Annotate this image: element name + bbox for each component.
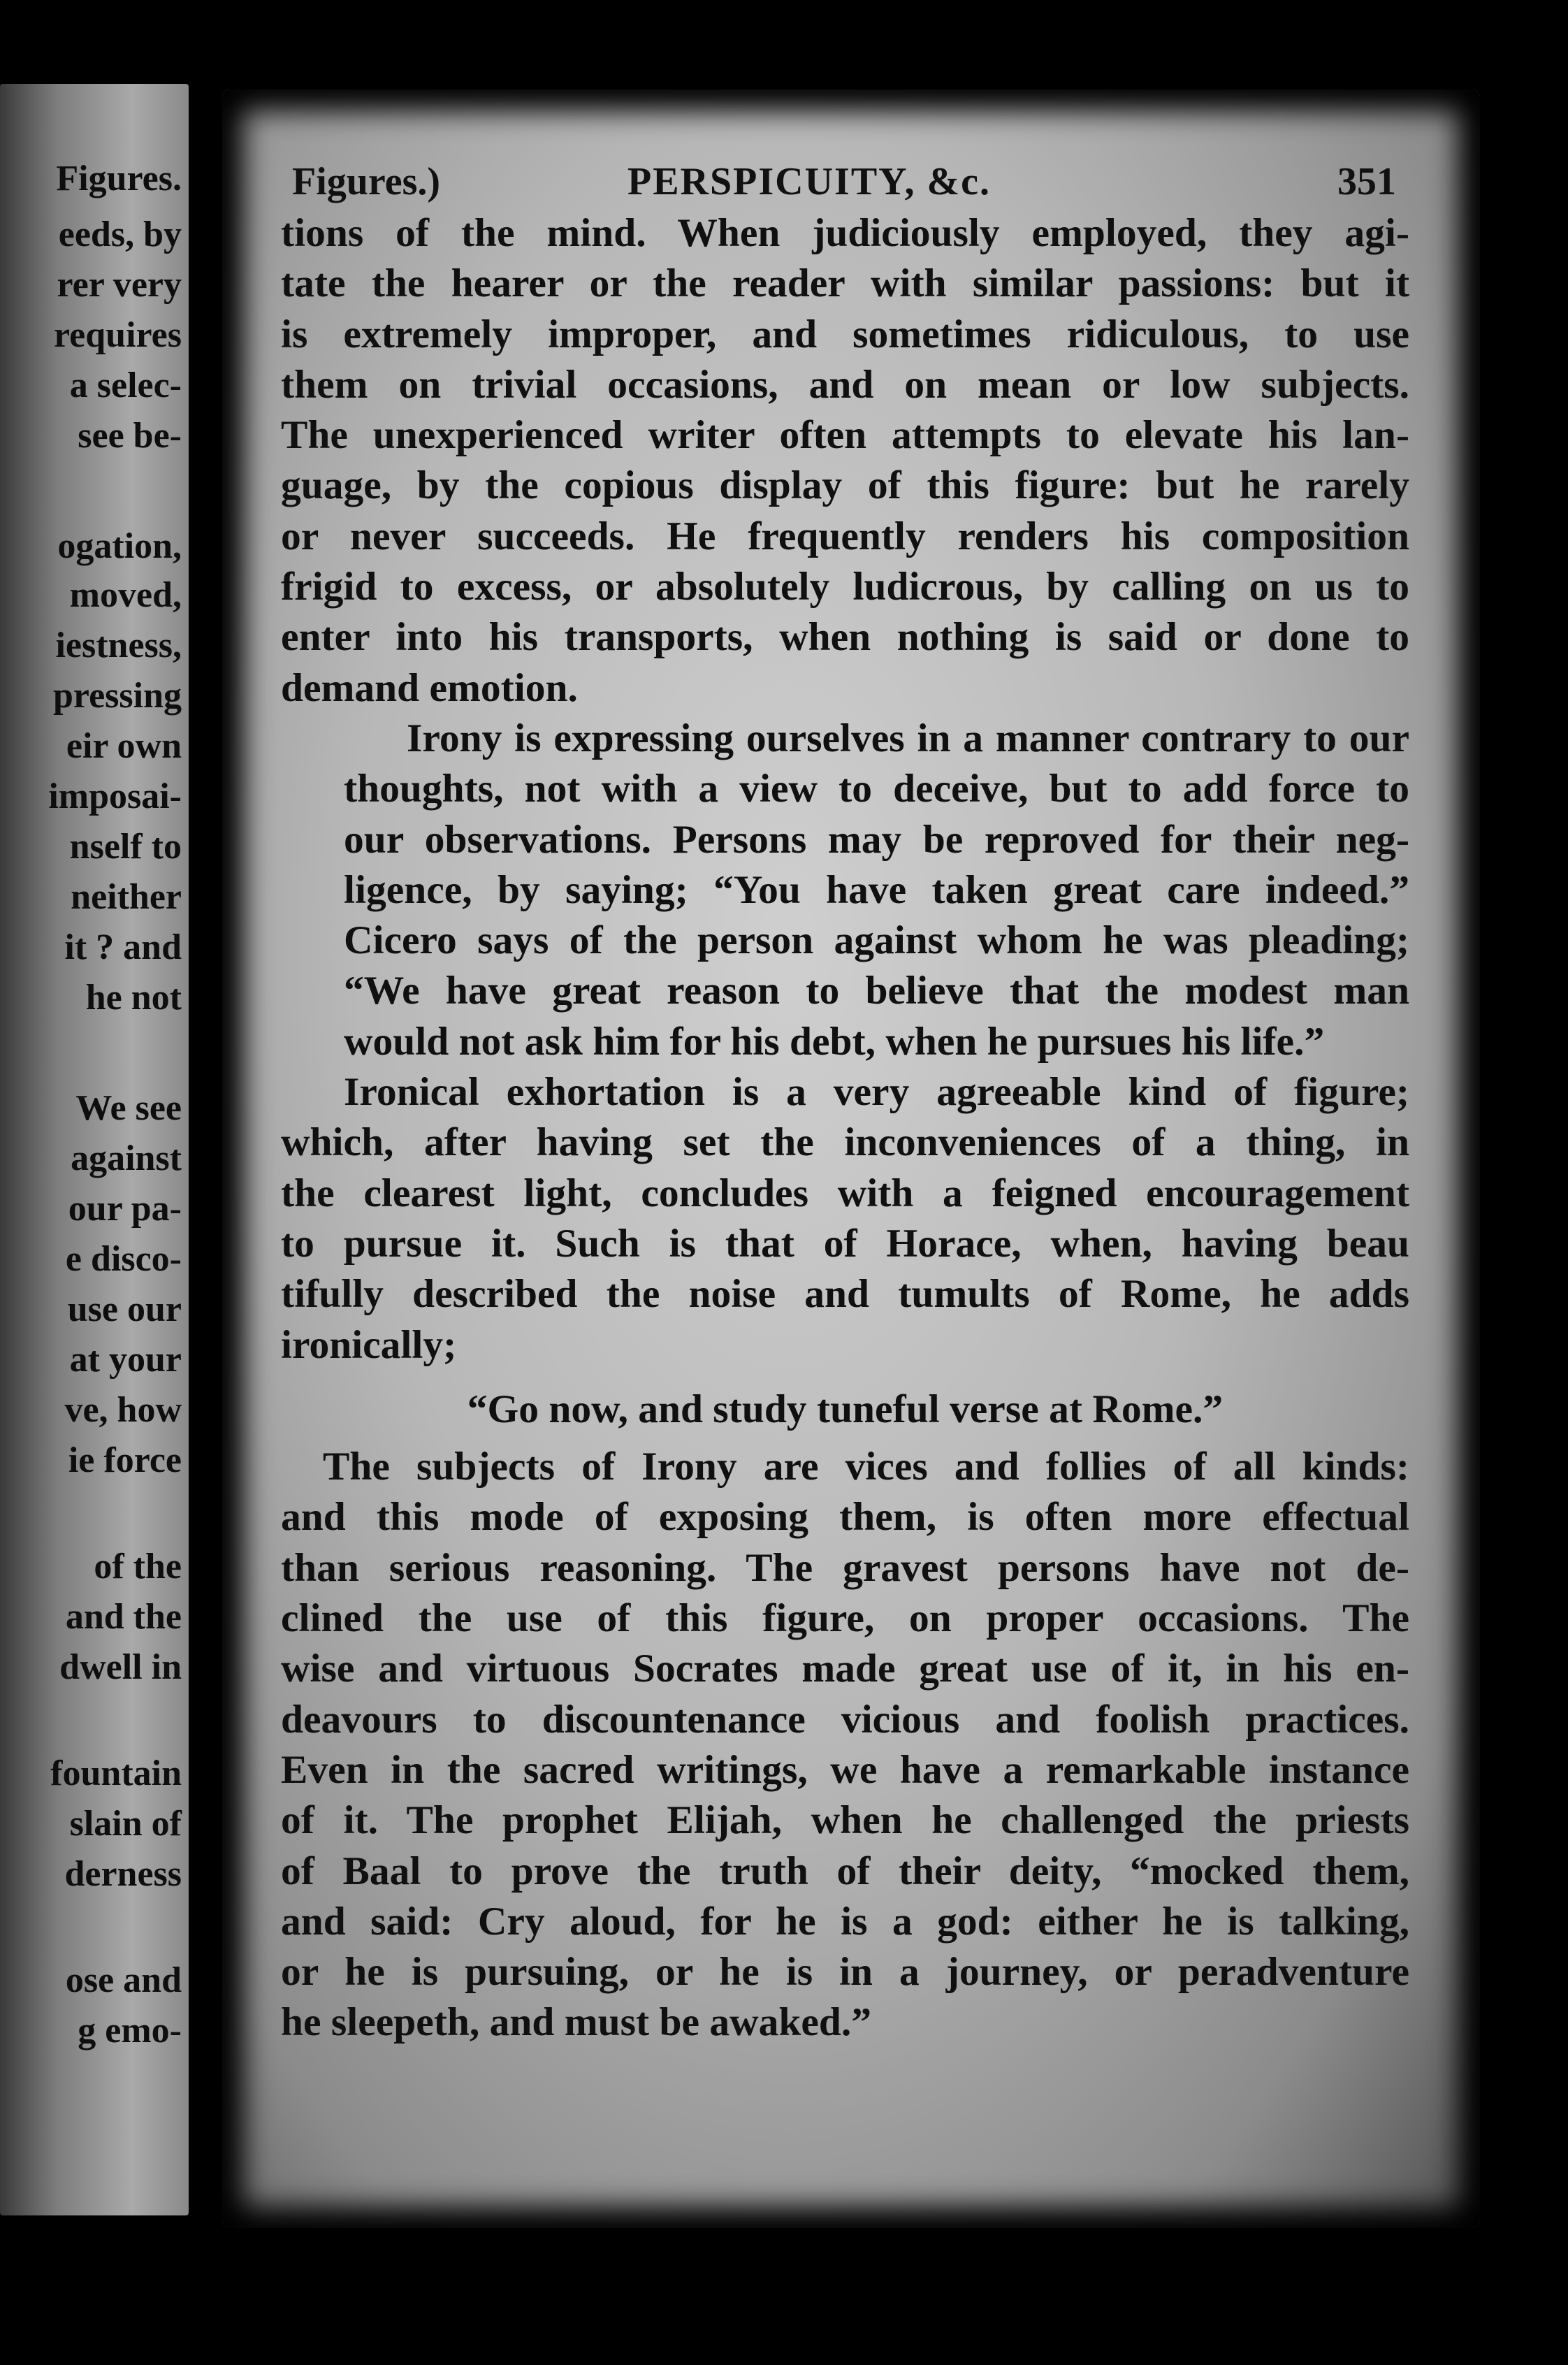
text-line: Cicero says of the person against whom he was pleading; <box>344 918 1409 963</box>
left-page-text: ie force <box>68 1440 182 1480</box>
text-line: our observations. Persons may be reproved for their neg- <box>344 817 1409 862</box>
left-page-text: it ? and <box>64 927 182 967</box>
left-page-text: eir own <box>66 726 182 766</box>
text-line: which, after having set the inconveniences of a thing, in <box>281 1120 1409 1165</box>
text-line: demand emotion. <box>281 665 578 710</box>
left-page-text: slain of <box>69 1804 182 1844</box>
left-page-text: pressing <box>53 676 182 716</box>
text-line: wise and virtuous Socrates made great use of it, in his en- <box>281 1647 1409 1691</box>
text-line: is extremely improper, and sometimes ridiculous, to use <box>281 312 1409 356</box>
left-page-text: ve, how <box>64 1390 182 1430</box>
page-body <box>281 208 1409 2048</box>
text-line: guage, by the copious display of this figure: but he rarely <box>281 463 1409 508</box>
left-page-text: requires <box>54 315 182 355</box>
left-page-text: g emo- <box>78 2011 182 2051</box>
left-page-text: of the <box>94 1547 182 1586</box>
text-line: or he is pursuing, or he is in a journey, or peradventure <box>281 1950 1409 1995</box>
left-page-text: ose and <box>65 1960 182 2000</box>
text-line: thoughts, not with a view to deceive, but to add force to <box>344 767 1409 811</box>
text-line: Irony is expressing ourselves in a manner contrary to our <box>407 716 1409 760</box>
running-header <box>292 159 1396 215</box>
paragraph <box>281 208 1409 714</box>
text-line: or never succeeds. He frequently renders his composition <box>281 514 1409 558</box>
left-page-text: nself to <box>69 827 182 867</box>
text-line: would not ask him for his debt, when he pursues his life.” <box>344 1019 1325 1064</box>
text-line: “We have great reason to believe that the modest man <box>344 969 1409 1013</box>
left-page-text: at your <box>69 1340 182 1380</box>
text-line: of Baal to prove the truth of their deity, “mocked them, <box>281 1849 1409 1893</box>
left-page-text: neither <box>71 877 182 917</box>
left-page-text: derness <box>64 1854 182 1894</box>
left-page-text: imposai- <box>48 776 182 816</box>
text-line: ligence, by saying; “You have taken great care indeed.” <box>344 867 1409 912</box>
text-line: and said: Cry aloud, for he is a god: either he is talking, <box>281 1899 1409 1944</box>
left-page-text: our pa- <box>68 1189 182 1229</box>
text-line: them on trivial occasions, and on mean or low subjects. <box>281 362 1409 407</box>
left-page-text: he not <box>85 978 182 1018</box>
text-line: and this mode of exposing them, is often more effectual <box>281 1495 1409 1540</box>
text-line: tions of the mind. When judiciously employed, they agi- <box>281 211 1409 255</box>
quotation <box>281 1370 1409 1442</box>
paragraph-irony <box>281 714 1409 1067</box>
text-line: Even in the sacred writings, we have a remarkable instance <box>281 1747 1409 1792</box>
left-page-text: and the <box>65 1597 182 1637</box>
page-number: 351 <box>1337 160 1396 203</box>
text-line: clined the use of this figure, on proper occasions. The <box>281 1596 1409 1641</box>
header-chapter-title: PERSPICUITY, &c. <box>627 160 991 203</box>
right-page <box>222 89 1480 2228</box>
left-page-text: a selec- <box>69 366 182 405</box>
left-page-text: Figures. <box>56 159 182 198</box>
text-line: than serious reasoning. The gravest persons have not de- <box>281 1545 1409 1590</box>
left-page-text: iestness, <box>55 625 182 665</box>
left-page-text: use our <box>67 1289 182 1329</box>
left-page-text: moved, <box>69 575 182 615</box>
left-page-text: e disco- <box>65 1239 182 1279</box>
left-page-text: dwell in <box>59 1647 182 1687</box>
text-line: ironically; <box>281 1322 457 1367</box>
header-section-title: Figures.) <box>292 160 441 203</box>
left-page-text: rer very <box>57 265 182 305</box>
text-line: of it. The prophet Elijah, when he challenged the priests <box>281 1798 1409 1843</box>
text-line: enter into his transports, when nothing is said or done to <box>281 615 1409 660</box>
left-page-text: eeds, by <box>58 215 182 254</box>
left-page-text: fountain <box>50 1753 182 1793</box>
text-line: Ironical exhortation is a very agreeable kind of figure; <box>344 1070 1409 1115</box>
paragraph-subjects-of-irony <box>281 1442 1409 2048</box>
text-line: deavours to discountenance vicious and foolish practices. <box>281 1697 1409 1742</box>
text-line: The unexperienced writer often attempts to elevate his lan- <box>281 413 1409 458</box>
text-line: frigid to excess, or absolutely ludicrous, by calling on us to <box>281 565 1409 609</box>
left-page-text: ogation, <box>57 526 182 566</box>
text-line: to pursue it. Such is that of Horace, when, having beau <box>281 1221 1409 1266</box>
paragraph-ironical-exhortation <box>281 1067 1409 1370</box>
quote-line: “Go now, and study tuneful verse at Rome.” <box>467 1387 1224 1431</box>
left-page-text: against <box>71 1138 182 1178</box>
left-page-text: We see <box>75 1088 182 1128</box>
text-line: tifully described the noise and tumults of Rome, he adds <box>281 1272 1409 1317</box>
text-line: tate the hearer or the reader with similar passions: but it <box>281 261 1409 306</box>
text-line: he sleepeth, and must be awaked.” <box>281 2000 872 2045</box>
text-line: the clearest light, concludes with a feigned encouragement <box>281 1171 1409 1215</box>
left-page-fragment <box>0 84 189 2215</box>
left-page-text: see be- <box>78 416 182 456</box>
text-line: The subjects of Irony are vices and follies of all kinds: <box>323 1445 1409 1489</box>
book-gutter <box>189 56 224 2292</box>
